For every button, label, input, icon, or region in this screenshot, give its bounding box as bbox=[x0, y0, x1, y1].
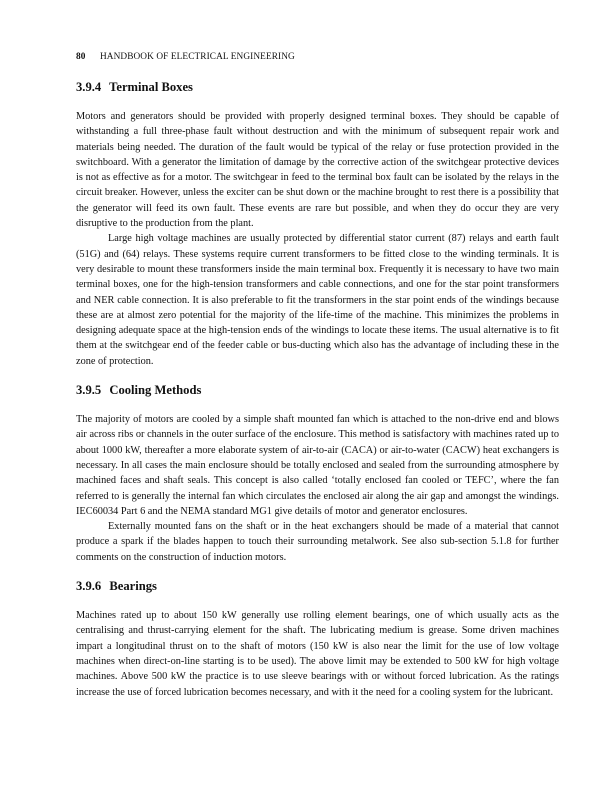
paragraph: Large high voltage machines are usually protected by differential stator current (87) relays and earth fault (51G) and (64) relays. These systems require current transformers to be fitted close to the winding terminals. It is very desirable to mount these transformers inside the main terminal box. Frequently it is necessary to have two main terminal boxes, one for the high-tension transformers and cable connections, and one for the star point transformers and NER cable connection. It is also preferable to fit the transformers in the star point ends of the windings because these are at almost zero potential for the majority of the life-time of the machine. This minimizes the problems in designing adequate space at the high-tension ends of the windings to locate these items. The usual alternative is to fit them at the switchgear end of the feeder cable or bus-ducting which also has the advantage of including these in the zone of protection. bbox=[76, 233, 559, 367]
section-heading bbox=[76, 383, 559, 398]
book-page bbox=[76, 52, 559, 700]
section-cooling-methods bbox=[76, 383, 559, 565]
section-terminal-boxes bbox=[76, 80, 559, 369]
page-number: 80 bbox=[76, 52, 86, 62]
section-number: 3.9.4 bbox=[76, 80, 102, 94]
section-title: Bearings bbox=[109, 579, 157, 594]
section-bearings bbox=[76, 579, 559, 700]
section-heading bbox=[76, 579, 559, 594]
paragraph: Motors and generators should be provided with properly designed terminal boxes. They should be capable of withstanding a full three-phase fault without destruction and with the minimum of subsequent repair work and materials being needed. The duration of the fault would be typical of the relay or fuse protection provided in the switchboard. With a generator the limitation of damage by the corrective action of the switchgear protective devices is not as effective as for a motor. The switchgear in feed to the terminal box fault can be isolated by the relays in the circuit breaker. However, unless the exciter can be shut down or the machine brought to rest there is a possibility that the generator will feed its own fault. These events are rare but possible, and when they do occur they are very disruptive to the production from the plant. bbox=[76, 111, 559, 230]
running-title: HANDBOOK OF ELECTRICAL ENGINEERING bbox=[99, 52, 295, 62]
paragraph: Machines rated up to about 150 kW generally use rolling element bearings, one of which usually acts as the centralising and thrust-carrying element for the shaft. The lubricating medium is grease. Some driven machines impart a longitudinal thrust on to the shaft of motors (150 kW is also near the limit for the use of low voltage machines when direct-on-line starting is to be used). The above limit may be extended to 500 kW for high voltage machines. Above 500 kW the practice is to use sleeve bearings with or without forced lubrication. As the ratings increase the use of forced lubrication becomes necessary, and with it the need for a cooling system for the lubricant. bbox=[76, 610, 559, 698]
running-header bbox=[76, 52, 559, 62]
section-title: Terminal Boxes bbox=[109, 80, 193, 94]
section-number: 3.9.5 bbox=[76, 383, 102, 398]
section-heading bbox=[76, 80, 559, 95]
paragraph: Externally mounted fans on the shaft or in the heat exchangers should be made of a material that cannot produce a spark if the blades happen to touch their surrounding metalwork. See also sub-section 5.1.8 for further comments on the construction of induction motors. bbox=[76, 521, 559, 563]
paragraph: The majority of motors are cooled by a simple shaft mounted fan which is attached to the non-drive end and blows air across ribs or channels in the outer surface of the enclosure. This method is satisfactory with machines rated up to about 1000 kW, thereafter a more elaborate system of air-to-air (CACA) or air-to-water (CACW) heat exchangers is necessary. In all cases the main enclosure should be totally enclosed and sealed from the surrounding atmosphere by machined faces and shaft seals. This concept is also called ‘totally enclosed fan cooled or TEFC’, where the fan referred to is generally the internal fan which circulates the enclosed air along the air gap and amongst the windings. IEC60034 Part 6 and the NEMA standard MG1 give details of motor and generator enclosures. bbox=[76, 414, 559, 517]
section-title: Cooling Methods bbox=[109, 383, 202, 398]
section-number: 3.9.6 bbox=[76, 579, 102, 594]
